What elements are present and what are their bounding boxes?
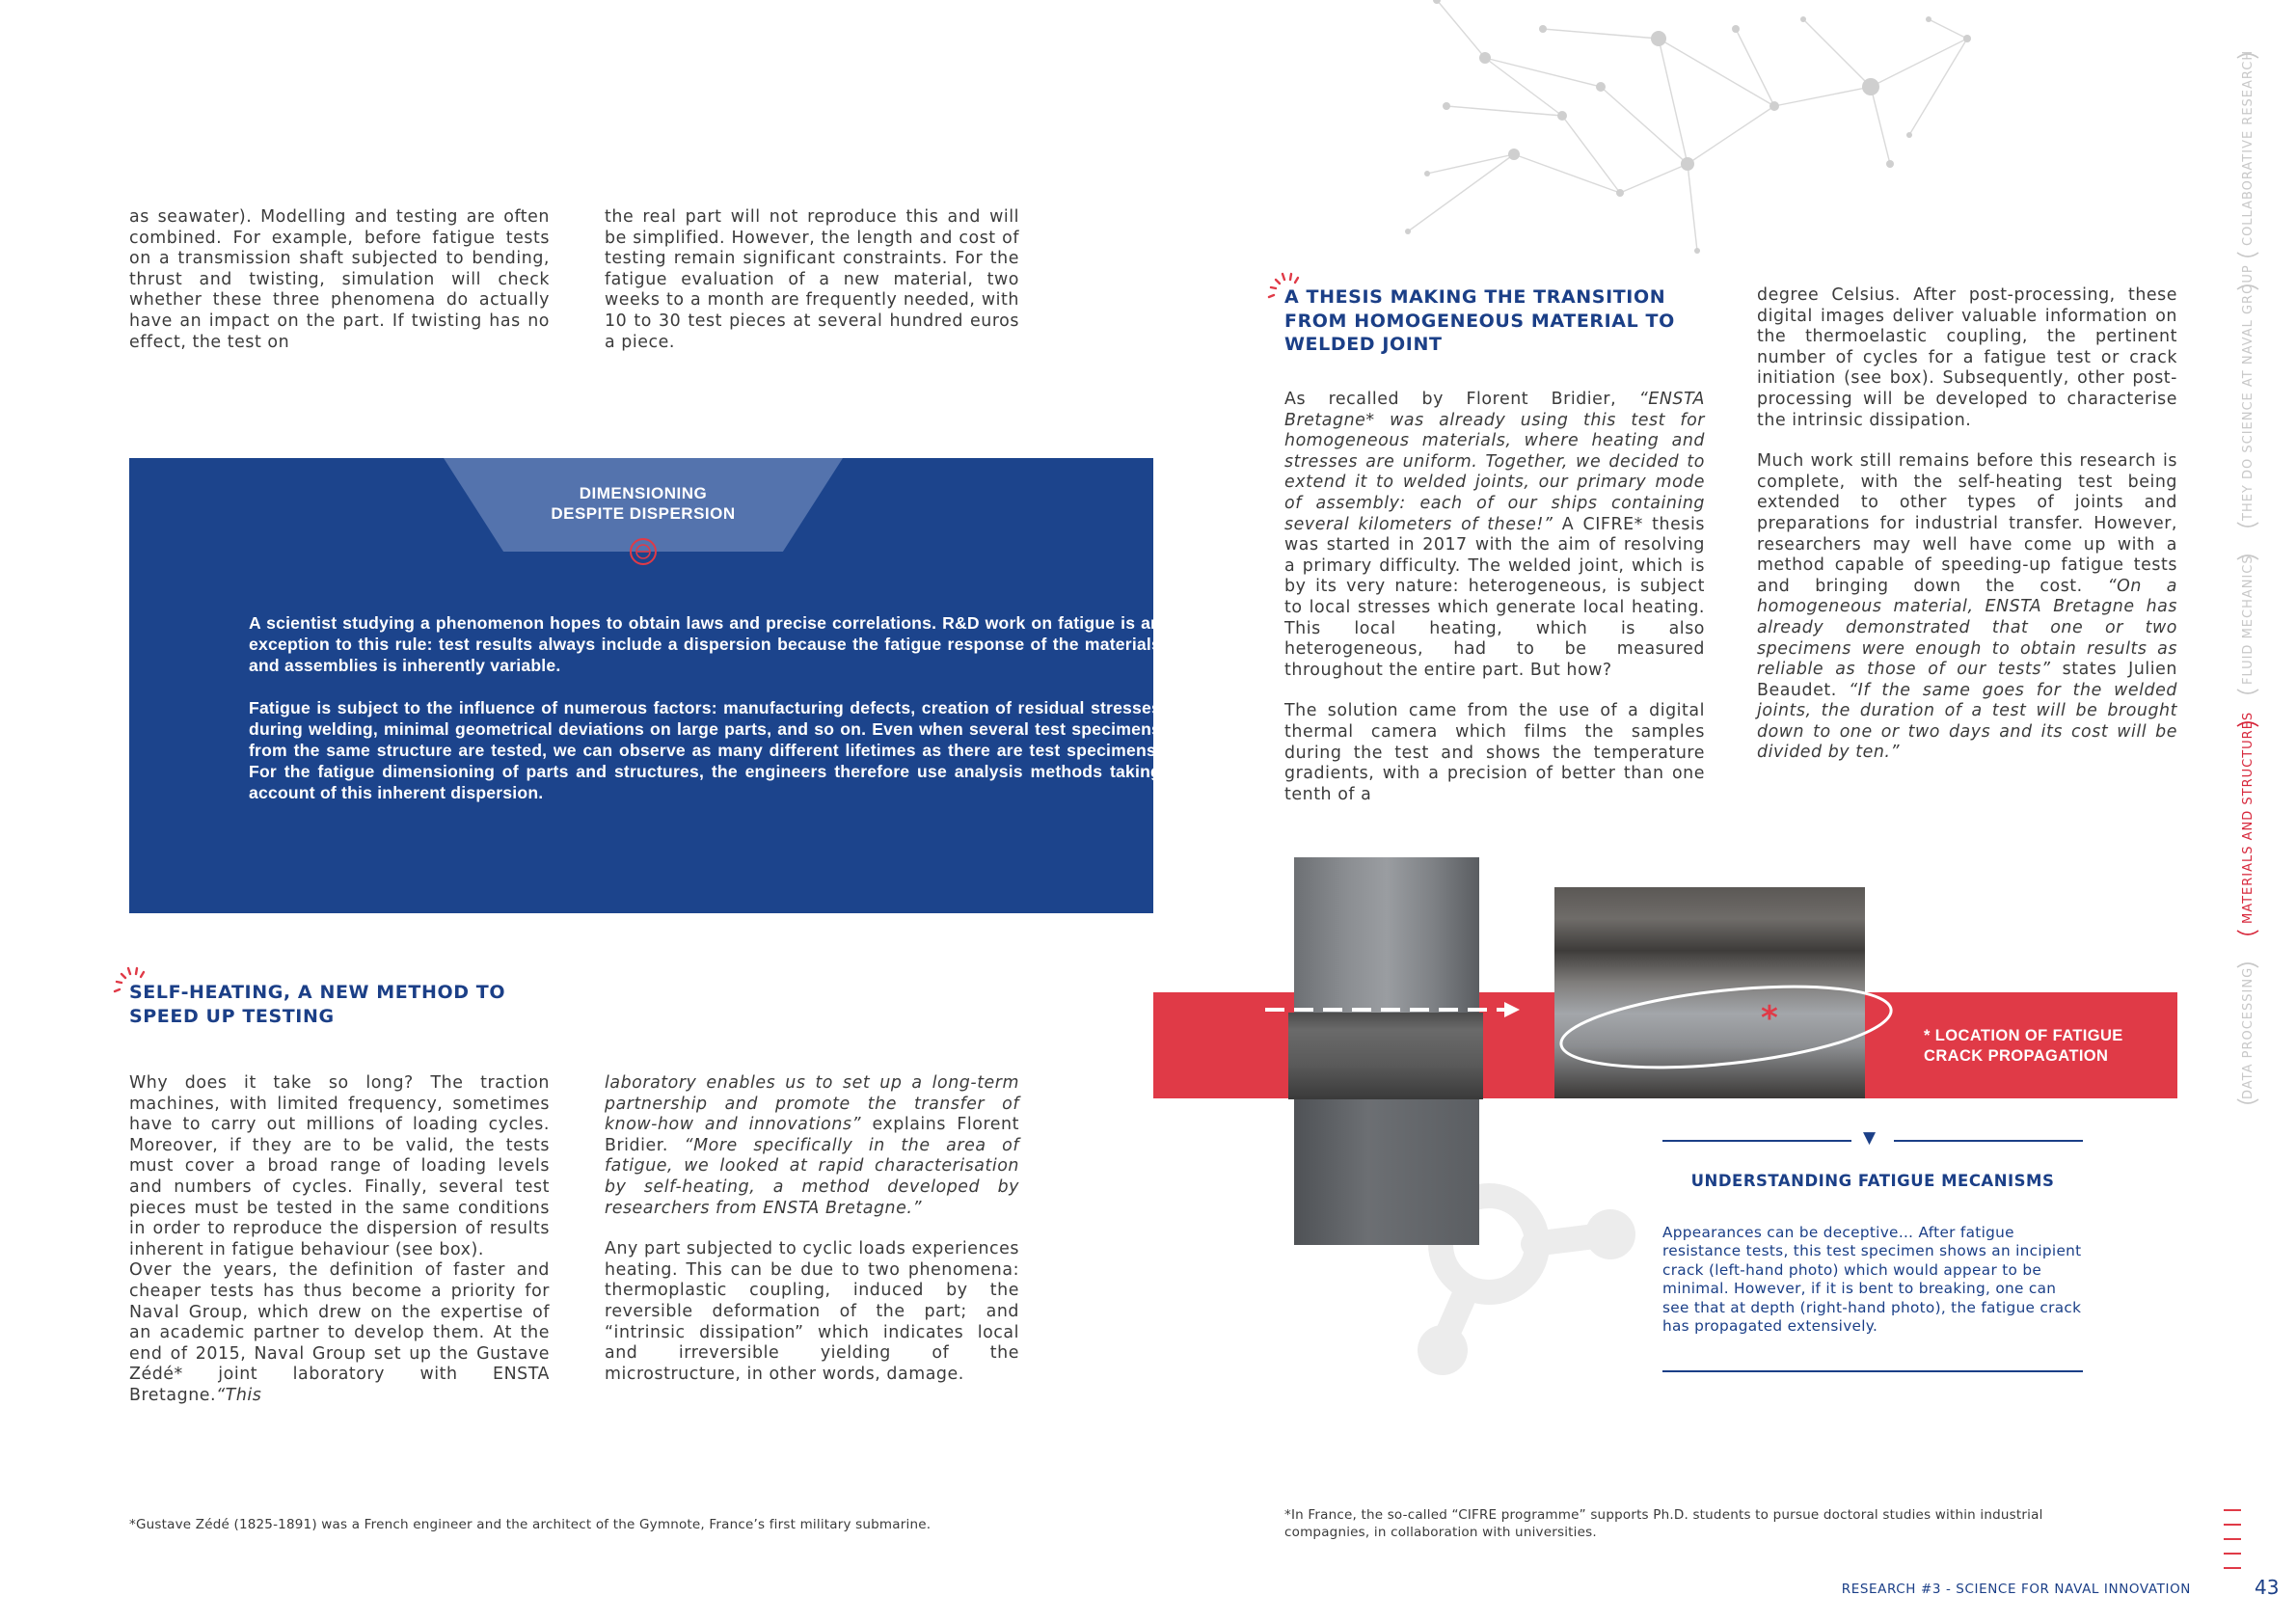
self-heating-heading-line1: SELF-HEATING, A NEW METHOD TO bbox=[129, 982, 506, 1003]
self-heating-quote-2: “More specifically in the area of fatigue, we looked at rapid characterisation by self-heating, a method developed by researchers from ENSTA Bretagne.” bbox=[605, 1135, 1019, 1218]
crack-location-label-line1: * LOCATION OF FATIGUE bbox=[1924, 1027, 2123, 1044]
self-heating-heading bbox=[129, 981, 592, 1028]
thesis-col2-p1: degree Celsius. After post-processing, these digital images deliver valuable information on the thermoelastic coupling, the pertinent number of cycles for a fatigue test or crack initiation (see box). Subsequently, other post-processing will be developed to characterise the intrinsic dissipation. bbox=[1757, 285, 2177, 430]
thesis-column-left bbox=[1284, 390, 1705, 805]
footnote-right: *In France, the so-called “CIFRE programme” supports Ph.D. students to pursue doctoral studies within industrial compagnies, in collaboration with universities. bbox=[1284, 1507, 2043, 1540]
network-decoration bbox=[1369, 0, 2025, 289]
box-paragraph-1: A scientist studying a phenomenon hopes to obtain laws and precise correlations. R&D work on fatigue is an exception to this rule: test results always include a dispersion because the fatigue response of the materials and assemblies is inherently variable. bbox=[249, 613, 1161, 675]
box-title bbox=[444, 483, 843, 524]
thesis-col2-quote-2: “If the same goes for the welded joints, the duration of a test will be brought down to one or two days and its cost will be divided by ten.” bbox=[1757, 680, 2177, 763]
photo-left-lower bbox=[1294, 1099, 1479, 1245]
self-heating-col1-p2-quote: “This bbox=[216, 1385, 262, 1405]
intro-column-left bbox=[129, 207, 550, 353]
thesis-col2-p2 bbox=[1757, 451, 2177, 764]
self-heating-heading-line2: SPEED UP TESTING bbox=[129, 1005, 335, 1027]
thesis-p1 bbox=[1284, 390, 1705, 681]
intro-column-right bbox=[605, 207, 1019, 353]
thesis-heading bbox=[1284, 285, 1728, 357]
box-paragraph-2: Fatigue is subject to the influence of numerous factors: manufacturing defects, creation of residual stresses during welding, minimal geometrical deviations on large parts, and so on. Even when several test specimens from the same structure are tested, we can observe as many different lifetimes as there are test specimens. For the fatigue dimensioning of parts and structures, the engineers therefore use analysis methods taking account of this inherent dispersion. bbox=[249, 698, 1161, 802]
photo-left-weld bbox=[1288, 1013, 1483, 1099]
thesis-p2: The solution came from the use of a digital thermal camera which films the samples during the test and shows the temperature gradients, with a precision of better than one tenth of a bbox=[1284, 701, 1705, 804]
thesis-col2-quote-1: “On a homogeneous material, ENSTA Bretagne has already demonstrated that one or two specimens were enough to obtain results as reliable as those of our tests” bbox=[1757, 576, 2178, 680]
self-heating-col1-p2 bbox=[129, 1260, 550, 1406]
thesis-col2-p2-text: Much work still remains before this research is complete, with the self-heating test being extended to other types of joints and preparations for industrial transfer. However, researchers may well have come up with a method capable of speeding-up fatigue tests and bringing down the cost. bbox=[1757, 451, 2177, 596]
self-heating-column-right bbox=[605, 1073, 1019, 1385]
gauge-icon bbox=[627, 535, 660, 568]
self-heating-attribution: explains Florent Bridier. bbox=[605, 1115, 1019, 1155]
box-body bbox=[249, 612, 1161, 803]
sidebar-brackets bbox=[2231, 48, 2264, 1128]
caption-marker: ▼ bbox=[1863, 1128, 1877, 1148]
caption-rule-right bbox=[1894, 1140, 2083, 1142]
thesis-col2-attribution: states Julien Beaudet. bbox=[1757, 660, 2177, 700]
self-heating-col2-p1 bbox=[605, 1073, 1019, 1219]
box-title-line1: DIMENSIONING bbox=[579, 484, 708, 502]
footer-dashes bbox=[2224, 1509, 2241, 1569]
sidebar-item-materials-structures[interactable]: MATERIALS AND STRUCTURES bbox=[2241, 711, 2255, 924]
box-title-line2: DESPITE DISPERSION bbox=[551, 504, 736, 523]
thesis-column-right bbox=[1757, 285, 2177, 764]
caption-rule-bottom bbox=[1662, 1370, 2083, 1372]
sidebar-item-data-processing[interactable]: DATA PROCESSING bbox=[2241, 966, 2255, 1099]
thesis-p1-quote: “ENSTA Bretagne* was already using this test for homogeneous materials, where heating and stresses are uniform. Together, we decided to extend it to welded joints, our primary mode of assembly: each of our ships containing several kilometers of these!” bbox=[1284, 390, 1705, 534]
thesis-heading-line3: WELDED JOINT bbox=[1284, 334, 1443, 355]
self-heating-col2-p2: Any part subjected to cyclic loads experiences heating. This can be due to two phenomena: thermoplastic coupling, induced by the reversible deformation of the part; and “intrinsic dissipation” which indicates local and irreversible yielding of the microstructure, in other words, damage. bbox=[605, 1239, 1019, 1384]
crack-ellipse bbox=[1553, 974, 1900, 1080]
thesis-heading-line2: FROM HOMOGENEOUS MATERIAL TO bbox=[1284, 310, 1675, 332]
thesis-p1-intro: As recalled by Florent Bridier, bbox=[1284, 390, 1639, 409]
thesis-p1-rest: A CIFRE* thesis was started in 2017 with the aim of resolving a primary difficulty. The welded joint, which is by its very nature: heterogeneous, is subject to local stresses which generate local heating. This local heating, which is also heterogeneous, had to be measured throughout the entire part. But how? bbox=[1284, 514, 1705, 680]
footer-publication: RESEARCH #3 - SCIENCE FOR NAVAL INNOVATION bbox=[1841, 1582, 2191, 1597]
dimensioning-box bbox=[129, 458, 1161, 913]
caption-title: UNDERSTANDING FATIGUE MECANISMS bbox=[1690, 1172, 2055, 1190]
thesis-heading-line1: A THESIS MAKING THE TRANSITION bbox=[1284, 286, 1666, 308]
self-heating-column-left bbox=[129, 1073, 550, 1407]
intro-text-right: the real part will not reproduce this and will be simplified. However, the length and cost of testing remain significant constraints. For the fatigue evaluation of a new material, two weeks to a month are frequently needed, with 10 to 30 test pieces at several hundred euros a piece. bbox=[605, 207, 1019, 352]
sidebar-item-naval-group[interactable]: THEY DO SCIENCE AT NAVAL GROUP bbox=[2241, 264, 2255, 521]
intro-text-left: as seawater). Modelling and testing are often combined. For example, before fatigue tests on a transmission shaft subjected to bending, thrust and twisting, simulation will check whether these three phenomena do actually have an impact on the part. If twisting has no effect, the test on bbox=[129, 207, 550, 352]
crack-location-label-line2: CRACK PROPAGATION bbox=[1924, 1046, 2109, 1065]
self-heating-col1-p2-text: Over the years, the definition of faster and cheaper tests has thus become a priority for Naval Group, which drew on the expertise of an academic partner to develop them. At the end of 2015, Naval Group set up the Gustave Zédé* joint laboratory with ENSTA Bretagne. bbox=[129, 1260, 550, 1405]
footnote-left: *Gustave Zédé (1825-1891) was a French engineer and the architect of the Gymnote, France’s first military submarine. bbox=[129, 1517, 932, 1532]
self-heating-col1-p1: Why does it take so long? The traction machines, with limited frequency, sometimes have to carry out millions of loading cycles. Moreover, if they are to be valid, the tests must cover a broad range of loading levels and numbers of cycles. Finally, several test pieces must be tested in the same conditions in order to reproduce the dispersion of results inherent in fatigue behaviour (see box). bbox=[129, 1073, 550, 1259]
caption-text: Appearances can be deceptive… After fatigue resistance tests, this test specimen shows an incipient crack (left-hand photo) which would appear to be minimal. However, if it is bent to breaking, one can see that at depth (right-hand photo), the fatigue crack has propagated extensively. bbox=[1662, 1224, 2082, 1336]
crack-location-label bbox=[1924, 1026, 2123, 1066]
crack-arrow bbox=[1263, 998, 1524, 1021]
page-number: 43 bbox=[2255, 1576, 2280, 1599]
crack-asterisk: * bbox=[1761, 999, 1778, 1038]
sidebar-item-collaborative-research[interactable]: COLLABORATIVE RESEARCH bbox=[2241, 49, 2255, 246]
sidebar-item-fluid-mechanics[interactable]: FLUID MECHANICS bbox=[2241, 555, 2255, 685]
caption-rule-left bbox=[1662, 1140, 1851, 1142]
self-heating-quote-1: laboratory enables us to set up a long-term partnership and promote the transfer of know-how and innovations” bbox=[605, 1073, 1019, 1135]
